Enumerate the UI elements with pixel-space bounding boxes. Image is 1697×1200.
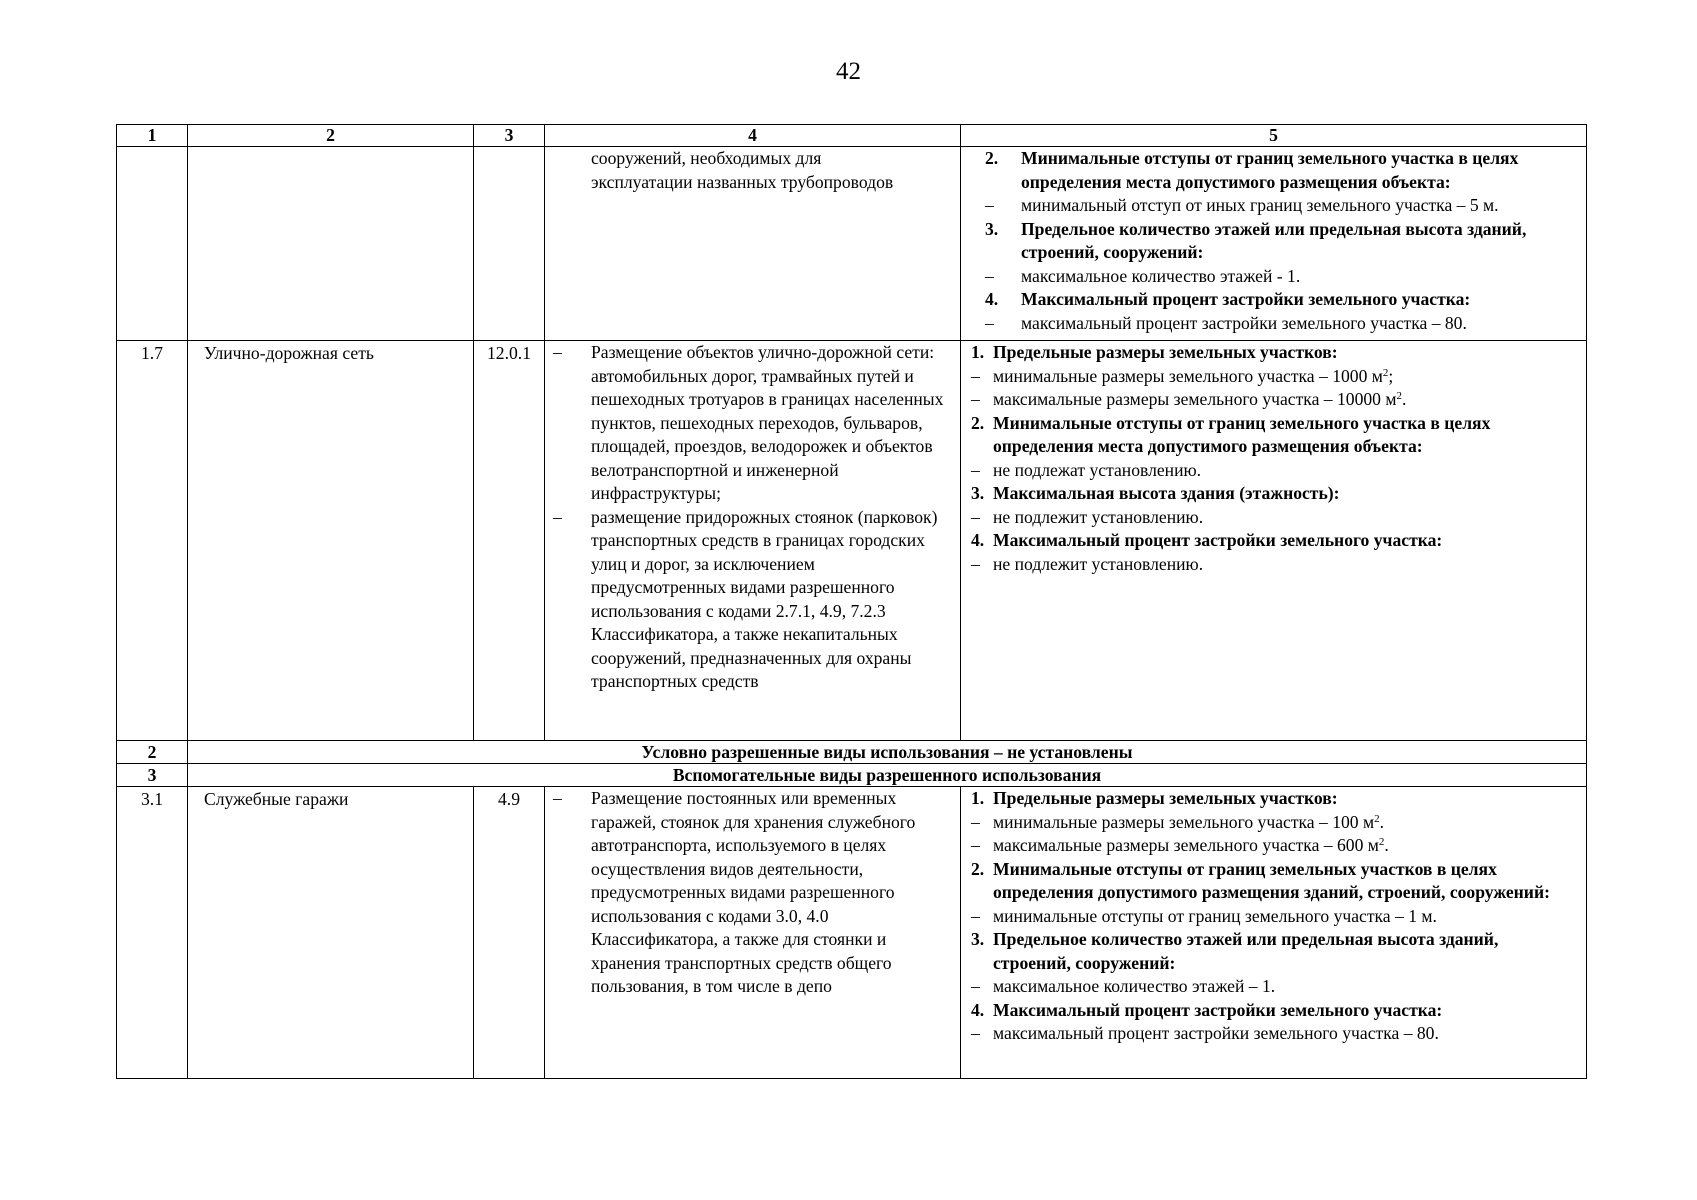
list-text: [1021, 312, 1580, 336]
unit-superscript: 2: [1374, 812, 1380, 825]
list-text-main: Предельные размеры земельных участков:: [993, 788, 1338, 808]
parameter-item: [975, 194, 1580, 218]
params-cell: [961, 341, 1587, 741]
list-text: [591, 787, 954, 999]
cont-code-cell: [474, 147, 545, 341]
parameter-item: [961, 905, 1580, 929]
list-text-tail: .: [1402, 389, 1407, 409]
list-text: [993, 1022, 1580, 1046]
header-col-2: 2: [188, 125, 474, 147]
page-number: 42: [836, 58, 861, 85]
parameter-item: [961, 459, 1580, 483]
list-marker: 4.: [971, 530, 985, 550]
use-type-name: Служебные гаражи: [188, 787, 474, 1079]
use-description-cell: [545, 341, 961, 741]
list-text: [1021, 194, 1580, 218]
parameter-item: [975, 288, 1580, 312]
list-marker: –: [971, 459, 980, 480]
header-col-3: 3: [474, 125, 545, 147]
list-text-tail: .: [1379, 811, 1385, 832]
list-text-main: минимальный отступ от иных границ земельного участка – 5 м.: [1021, 195, 1499, 215]
list-marker: 4.: [971, 999, 985, 1020]
parameter-item: [961, 811, 1580, 835]
list-marker: 3.: [971, 483, 985, 503]
list-text: [993, 811, 1580, 835]
list-marker: 2.: [971, 412, 985, 433]
list-text-main: минимальные размеры земельного участка – 1000 м: [993, 365, 1383, 386]
list-text-main: Предельное количество этажей или предельная высота зданий, строений, сооружений:: [1021, 218, 1527, 262]
parameter-item: [961, 928, 1580, 975]
list-text-main: Размещение объектов улично-дорожной сети: автомобильных дорог, трамвайных путей и пешеходных тротуаров в границах населенных пунктов, пешеходных переходов, бульваров, площадей, проездов, велодорожек и объектов велотранспортной и инженерной инфраструктуры;: [591, 342, 944, 503]
parameter-item: [961, 553, 1580, 577]
list-text: [993, 787, 1580, 811]
parameter-item: [961, 365, 1580, 389]
table-header-row: [117, 125, 1587, 147]
params-cell: [961, 787, 1587, 1079]
parameter-item: [961, 341, 1580, 365]
parameter-item: [961, 482, 1580, 506]
list-text: [993, 905, 1580, 929]
section-number: 2: [117, 741, 188, 764]
list-text-main: максимальные размеры земельного участка – 10000 м: [993, 389, 1397, 409]
header-col-5: 5: [961, 125, 1587, 147]
list-marker: 1.: [971, 342, 985, 362]
list-text: [1021, 265, 1580, 289]
list-text-main: Предельное количество этажей или предельная высота зданий, строений, сооружений:: [993, 929, 1499, 973]
parameter-item: [961, 506, 1580, 530]
list-text-main: Минимальные отступы от границ земельного участка в целях определения места допустимого размещения объекта:: [1021, 148, 1519, 192]
parameter-item: [961, 858, 1580, 905]
parameter-item: [961, 787, 1580, 811]
section-title: Вспомогательные виды разрешенного использования: [188, 764, 1587, 787]
list-text: [993, 928, 1580, 975]
list-text: [1021, 147, 1580, 194]
list-text-main: Максимальный процент застройки земельного участка:: [1021, 289, 1471, 309]
parameter-item: [961, 529, 1580, 553]
list-text: [993, 365, 1580, 389]
list-marker: –: [971, 553, 980, 574]
parameter-item: [961, 834, 1580, 858]
unit-superscript: 2: [1396, 390, 1402, 402]
list-marker: 1.: [971, 788, 985, 808]
list-text-main: не подлежит установлению.: [993, 553, 1204, 574]
list-text: [993, 999, 1580, 1023]
list-text-main: не подлежат установлению.: [993, 459, 1202, 480]
list-text-main: максимальное количество этажей – 1.: [993, 976, 1276, 996]
list-text: [591, 506, 954, 694]
parameter-item: [961, 1022, 1580, 1046]
regulations-table: [116, 124, 1587, 1079]
list-text: [993, 506, 1580, 530]
list-marker: 2.: [971, 858, 985, 879]
list-marker: –: [985, 195, 994, 215]
list-text: [993, 412, 1580, 459]
classifier-code: 4.9: [474, 787, 545, 1079]
list-text-main: Предельные размеры земельных участков:: [993, 342, 1338, 362]
section-row-3: [117, 764, 1587, 787]
parameter-item: [975, 265, 1580, 289]
list-text: [993, 834, 1580, 858]
list-text: [993, 553, 1580, 577]
list-marker: –: [971, 506, 980, 527]
table-row-3-1: [117, 787, 1587, 1079]
list-text: [993, 459, 1580, 483]
list-text: [993, 482, 1580, 506]
list-marker: –: [971, 1023, 980, 1043]
list-marker: –: [985, 312, 994, 333]
section-number: 3: [117, 764, 188, 787]
list-marker: –: [971, 976, 980, 996]
list-marker: –: [553, 788, 562, 808]
parameter-item: [975, 147, 1580, 194]
cont-description-cell: [545, 147, 961, 341]
list-marker: 3.: [985, 218, 999, 239]
list-text: [993, 975, 1580, 999]
list-text-main: Максимальный процент застройки земельного участка:: [993, 530, 1443, 550]
description-item: [545, 506, 954, 694]
list-text: [591, 341, 954, 506]
list-marker: 2.: [985, 148, 999, 168]
parameter-item: [961, 412, 1580, 459]
section-title: Условно разрешенные виды использования – не установлены: [188, 741, 1587, 764]
description-item: [545, 341, 954, 506]
parameter-item: [975, 218, 1580, 265]
list-text: [1021, 218, 1580, 265]
list-text-main: Максимальная высота здания (этажность):: [993, 483, 1340, 503]
list-text-main: максимальный процент застройки земельного участка – 80.: [1021, 312, 1467, 333]
list-text: [1021, 288, 1580, 312]
header-col-4: 4: [545, 125, 961, 147]
list-text-main: размещение придорожных стоянок (парковок) транспортных средств в границах городских улиц и дорог, за исключением предусмотренных видами разрешенного использования с кодами 2.7.1, 4.9, 7.2.3 Классификатора, а также некапитальных сооружений, предназначенных для охраны транспортных средств: [591, 506, 938, 691]
list-marker: –: [971, 835, 980, 855]
use-description-cell: [545, 787, 961, 1079]
classifier-code: 12.0.1: [474, 341, 545, 741]
unit-superscript: 2: [1382, 366, 1389, 379]
table-row-continuation: [117, 147, 1587, 341]
list-marker: –: [971, 389, 980, 409]
list-text-tail: .: [1384, 835, 1389, 855]
parameter-item: [961, 999, 1580, 1023]
list-marker: –: [971, 365, 980, 386]
parameter-item: [961, 975, 1580, 999]
table-row-1-7: [117, 341, 1587, 741]
list-text-main: не подлежит установлению.: [993, 506, 1204, 527]
list-text: [993, 341, 1580, 365]
list-marker: –: [553, 506, 562, 527]
row-number: 3.1: [117, 787, 188, 1079]
parameter-item: [975, 312, 1580, 336]
list-text-main: максимальное количество этажей - 1.: [1021, 265, 1301, 286]
unit-superscript: 2: [1378, 836, 1385, 848]
list-marker: –: [553, 342, 562, 362]
list-text: [993, 388, 1580, 412]
parameter-item: [961, 388, 1580, 412]
cont-num-cell: [117, 147, 188, 341]
list-text-main: минимальные отступы от границ земельного участка – 1 м.: [993, 905, 1437, 926]
list-text-main: Минимальные отступы от границ земельного участка в целях определения места допустимого размещения объекта:: [993, 412, 1491, 456]
list-text-main: Размещение постоянных или временных гаражей, стоянок для хранения служебного автотранспорта, используемого в целях осуществления видов деятельности, предусмотренных видами разрешенного использования с кодами 3.0, 4.0 Классификатора, а также для стоянки и хранения транспортных средств общего пользования, в том числе в депо: [591, 788, 916, 996]
description-item: [545, 787, 954, 999]
list-text-main: минимальные размеры земельного участка – 100 м: [993, 811, 1375, 832]
section-row-2: [117, 741, 1587, 764]
row-number: 1.7: [117, 341, 188, 741]
list-text-main: максимальный процент застройки земельного участка – 80.: [993, 1023, 1439, 1043]
list-text: [993, 529, 1580, 553]
list-text-main: Минимальные отступы от границ земельных участков в целях определения допустимого размещения зданий, строений, сооружений:: [993, 858, 1550, 902]
list-text-main: максимальные размеры земельного участка – 600 м: [993, 835, 1379, 855]
desc-line: сооружений, необходимых для: [591, 148, 822, 168]
header-col-1: 1: [117, 125, 188, 147]
cont-name-cell: [188, 147, 474, 341]
list-marker: –: [971, 905, 980, 926]
list-marker: –: [971, 811, 980, 832]
list-text-main: Максимальный процент застройки земельного участка:: [993, 999, 1443, 1020]
list-marker: –: [985, 265, 994, 286]
list-text-tail: ;: [1388, 365, 1394, 386]
list-marker: 4.: [985, 289, 999, 309]
use-type-name: Улично-дорожная сеть: [188, 341, 474, 741]
list-marker: 3.: [971, 929, 985, 949]
desc-line: эксплуатации названных трубопроводов: [591, 171, 894, 192]
list-text: [993, 858, 1580, 905]
cont-params-cell: [961, 147, 1587, 341]
